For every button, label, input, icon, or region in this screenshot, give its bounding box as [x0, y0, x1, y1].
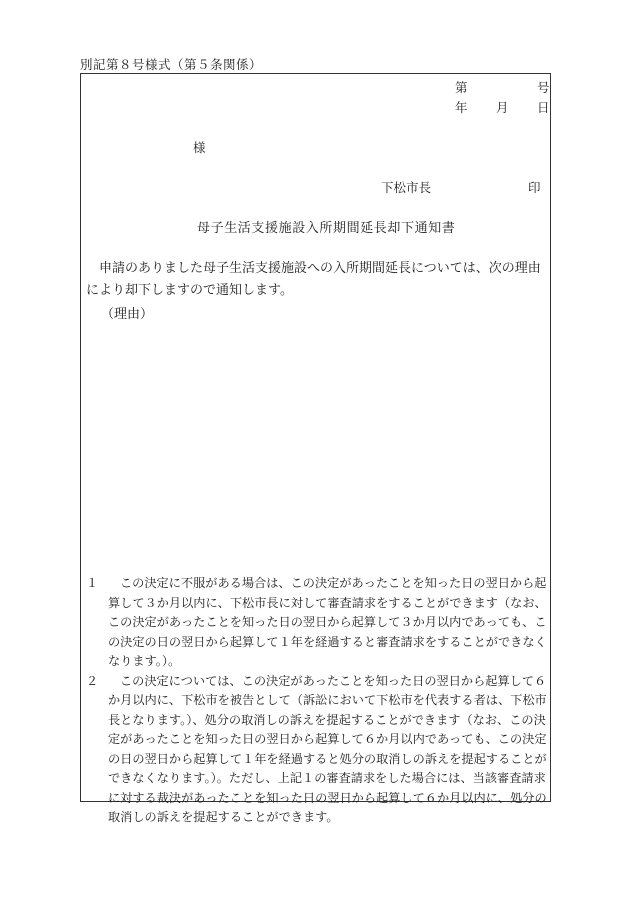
note-number: ２ [86, 673, 99, 688]
appeal-notes [86, 574, 548, 828]
date-year: 年 [455, 100, 468, 115]
note-text: この決定に不服がある場合は、この決定があったことを知った日の翌日から起算して３か月以内に、下松市長に対して審査請求をすることができます（なお、この決定があったことを知った日の翌日から起算して３か月以内であっても、この決定の日の翌日から起算して１年を経過すると審査請求をすることができなくなります。）。 [108, 576, 547, 668]
note-item [86, 672, 548, 828]
addressee-honorific: 様 [193, 140, 206, 155]
document-title: 母子生活支援施設入所期間延長却下通知書 [197, 221, 456, 236]
doc-number-suffix: 号 [537, 80, 550, 95]
seal-mark: 印 [528, 180, 541, 195]
doc-number-prefix: 第 [455, 80, 468, 95]
note-item [86, 574, 548, 672]
notice-body: 申請のありました母子生活支援施設への入所期間延長については、次の理由により却下しますので通知します。 [86, 261, 541, 298]
date-month: 月 [496, 100, 509, 115]
document-frame [80, 73, 551, 824]
note-text: この決定については、この決定があったことを知った日の翌日から起算して６か月以内に、下松市を被告として（訴訟において下松市を代表する者は、下松市長となります。）、処分の取消しの訴えを提起することができます（なお、この決定があったことを知った日の翌日から起算して６か月以内であっても、この決定の日の翌日から起算して１年を経過すると処分の取消しの訴えを提起することができなくなります。）。ただし、上記１の審査請求をした場合には、当該審査請求に対する裁決があったことを知った日の翌日から起算して６か月以内に、処分の取消しの訴えを提起することができます。 [108, 673, 547, 824]
reason-label: （理由） [101, 307, 154, 322]
form-number-label: 別記第８号様式（第５条関係） [80, 57, 263, 72]
note-number: １ [86, 576, 99, 590]
sender-mayor: 下松市長 [381, 180, 432, 195]
date-day: 日 [537, 100, 550, 115]
